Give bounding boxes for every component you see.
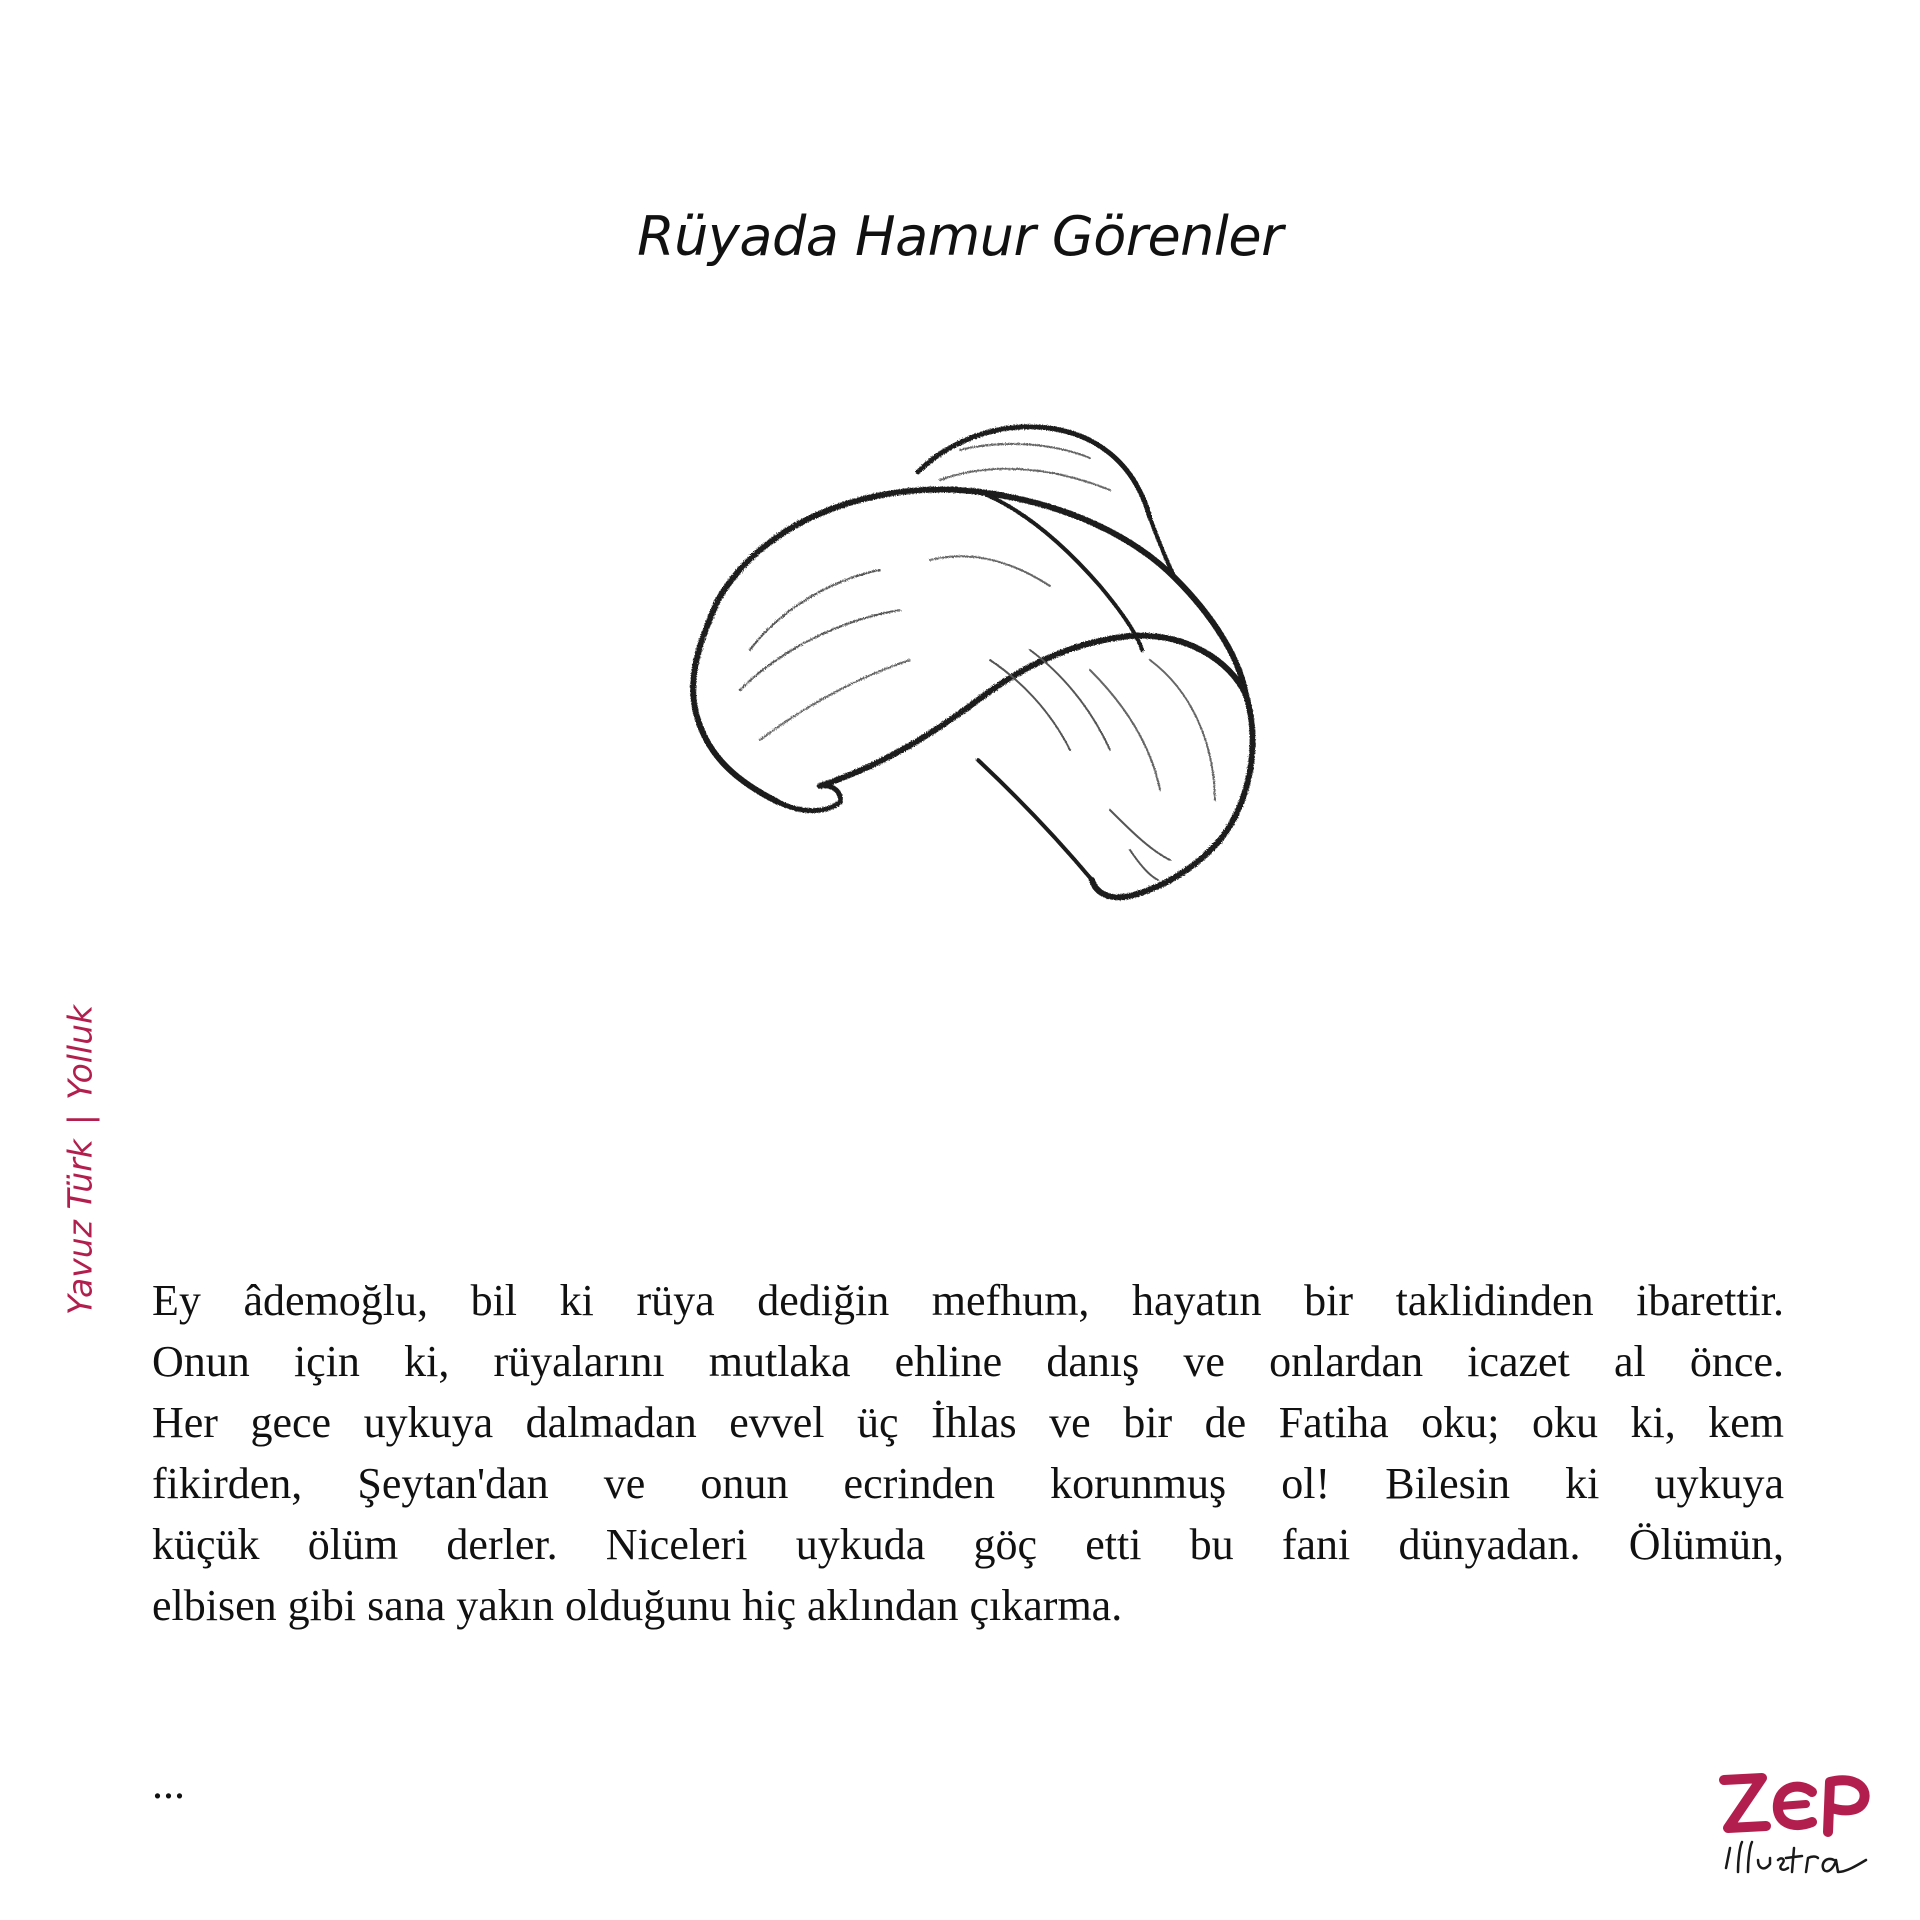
author-section-caption xyxy=(61,1005,100,1315)
body-line: küçük ölüm derler. Niceleri uykuda göç etti bu fani dünyadan. Ölümün, xyxy=(152,1520,1784,1569)
body-line: Onun için ki, rüyalarını mutlaka ehline danış ve onlardan icazet al önce. xyxy=(152,1337,1784,1386)
body-line: elbisen gibi sana yakın olduğunu hiç aklından çıkarma. xyxy=(152,1581,1123,1630)
body-paragraph xyxy=(152,1270,1784,1636)
body-line: Her gece uykuya dalmadan evvel üç İhlas ve bir de Fatiha oku; oku ki, kem xyxy=(152,1398,1784,1447)
page-title: Rüyada Hamur Görenler xyxy=(637,205,1283,268)
section-name: Yolluk xyxy=(60,1004,100,1100)
turban-illustration xyxy=(630,410,1330,950)
continuation-ellipsis: ... xyxy=(152,1759,185,1808)
zep-illustra-logo xyxy=(1716,1768,1884,1888)
body-line: fikirden, Şeytan'dan ve onun ecrinden korunmuş ol! Bilesin ki uykuya xyxy=(152,1459,1784,1508)
author-name: Yavuz Türk xyxy=(60,1139,100,1316)
body-line: Ey âdemoğlu, bil ki rüya dediğin mefhum, hayatın bir taklidinden ibarettir. xyxy=(152,1276,1784,1325)
caption-separator: | xyxy=(60,1113,100,1126)
